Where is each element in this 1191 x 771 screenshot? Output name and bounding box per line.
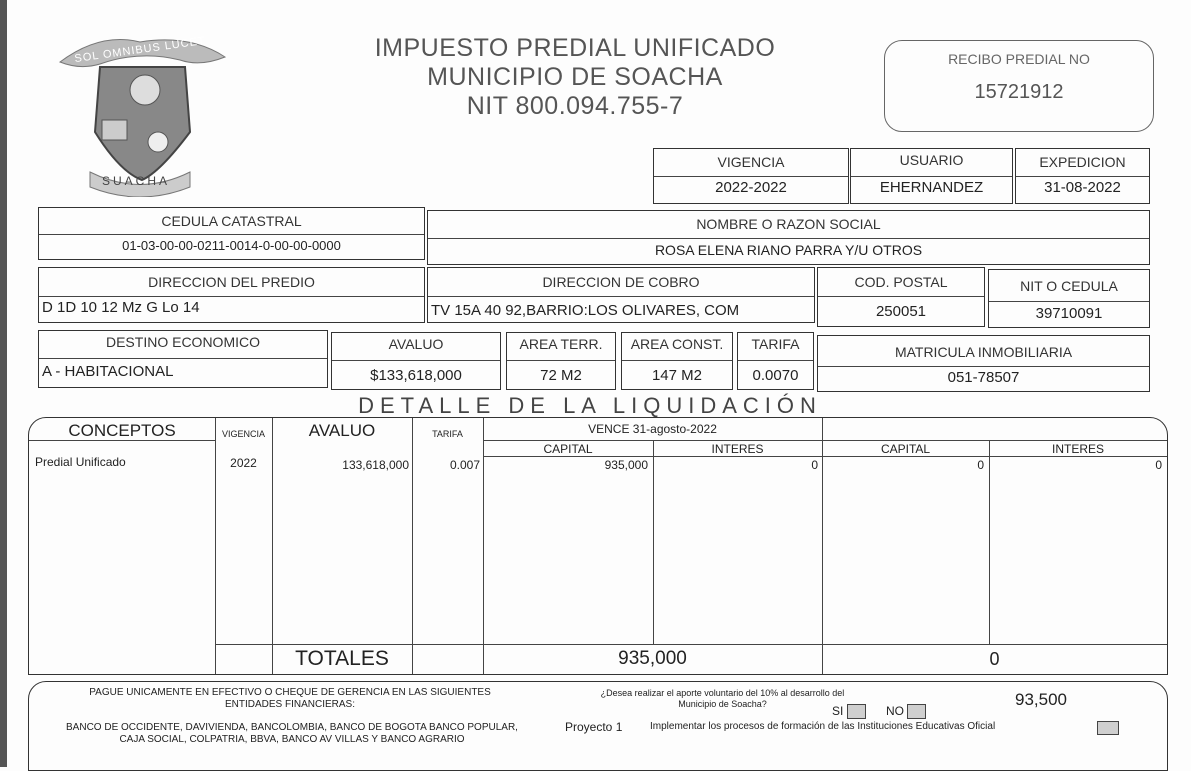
header-title (330, 34, 820, 121)
logo-name: SUACHA (102, 174, 171, 188)
area-const-label: AREA CONST. (630, 336, 724, 352)
header-interes-1: INTERES (711, 442, 764, 456)
pague-text (40, 687, 540, 711)
recibo-label: RECIBO PREDIAL NO (948, 51, 1090, 67)
matricula-value: 051-78507 (947, 369, 1020, 386)
direccion-predio-box (38, 267, 425, 323)
total-1: 935,000 (618, 648, 687, 669)
si-checkbox[interactable] (847, 704, 866, 719)
avaluo-box (331, 332, 501, 390)
nit-cedula-box (988, 269, 1150, 328)
si-option[interactable] (832, 704, 866, 719)
vigencia-value: 2022-2022 (715, 179, 787, 196)
totales-label: TOTALES (295, 647, 389, 670)
recibo-number: 15721912 (974, 81, 1064, 103)
row-tarifa: 0.007 (449, 458, 480, 472)
proyecto-checkbox[interactable] (1097, 721, 1119, 735)
cod-postal-box (817, 267, 985, 327)
no-checkbox[interactable] (907, 704, 926, 719)
direccion-predio-label: DIRECCION DEL PREDIO (148, 274, 315, 290)
area-const-box (621, 332, 733, 390)
row-concepto: Predial Unificado (35, 455, 126, 469)
proyecto-desc: Implementar los procesos de formación de las Instituciones Educativas Oficial (650, 721, 996, 732)
header-interes-2: INTERES (1051, 442, 1104, 456)
proyecto-label: Proyecto 1 (565, 720, 623, 734)
nit-cedula-value: 39710091 (1035, 305, 1103, 322)
vigencia-label: VIGENCIA (717, 154, 785, 170)
header-avaluo: AVALUO (308, 421, 376, 440)
detalle-title: DETALLE DE LA LIQUIDACIÓN (358, 393, 822, 418)
header-line-3: NIT 800.094.755-7 (466, 92, 684, 120)
logo-motto: SOL OMNIBUS LUCET (73, 34, 207, 66)
si-label: SI (832, 704, 844, 718)
row-capital-1: 935,000 (604, 458, 648, 472)
usuario-label: USUARIO (899, 152, 964, 168)
total-2: 0 (989, 649, 1000, 669)
bancos-text (34, 722, 550, 746)
avaluo-label: AVALUO (388, 336, 444, 352)
cedula-catastral-label: CEDULA CATASTRAL (161, 213, 302, 229)
nombre-box (427, 210, 1150, 265)
header-vigencia: VIGENCIA (221, 429, 265, 439)
page-edge (0, 0, 7, 767)
no-option[interactable] (886, 704, 926, 719)
header-conceptos: CONCEPTOS (68, 421, 176, 440)
cedula-catastral-box (38, 207, 425, 260)
bancos-line-1: BANCO DE OCCIDENTE, DAVIVIENDA, BANCOLOMBIA, BANCO DE BOGOTA BANCO POPULAR, (66, 722, 518, 733)
tarifa-box (737, 332, 814, 390)
tarifa-label: TARIFA (751, 336, 800, 352)
tarifa-value: 0.0070 (752, 367, 799, 384)
pague-line-1: PAGUE UNICAMENTE EN EFECTIVO O CHEQUE DE GERENCIA EN LAS SIGUIENTES (89, 687, 491, 698)
row-interes-2: 0 (1155, 458, 1162, 472)
header-capital-2: CAPITAL (880, 442, 931, 456)
area-const-value: 147 M2 (651, 367, 703, 384)
header-vence: VENCE 31-agosto-2022 (588, 422, 717, 436)
nombre-label: NOMBRE O RAZON SOCIAL (696, 216, 881, 232)
aporte-line-2: Municipio de Soacha? (678, 699, 767, 709)
bancos-line-2: CAJA SOCIAL, COLPATRIA, BBVA, BANCO AV VILLAS Y BANCO AGRARIO (119, 734, 465, 745)
nombre-value: ROSA ELENA RIANO PARRA Y/U OTROS (654, 242, 923, 258)
soacha-coat-of-arms (40, 22, 235, 197)
area-terr-box (506, 332, 616, 390)
usuario-box (850, 148, 1013, 204)
row-capital-2: 0 (977, 458, 984, 472)
usuario-value: EHERNANDEZ (879, 179, 984, 196)
destino-box (38, 330, 328, 388)
area-terr-label: AREA TERR. (519, 336, 603, 352)
direccion-cobro-box (427, 267, 815, 323)
cedula-catastral-value: 01-03-00-00-0211-0014-0-00-00-0000 (122, 238, 341, 253)
vigencia-box (653, 148, 849, 204)
direccion-cobro-label: DIRECCION DE COBRO (542, 274, 700, 290)
area-terr-value: 72 M2 (540, 367, 582, 384)
direccion-predio-value: D 1D 10 12 Mz G Lo 14 (42, 299, 200, 316)
header-line-1: IMPUESTO PREDIAL UNIFICADO (374, 34, 776, 62)
row-avaluo: 133,618,000 (342, 458, 409, 472)
aporte-line-1: ¿Desea realizar el aporte voluntario del 10% al desarrollo del (600, 688, 845, 698)
recibo-box (884, 40, 1154, 132)
expedicion-box (1015, 148, 1150, 204)
destino-label: DESTINO ECONOMICO (105, 334, 260, 350)
avaluo-value: $133,618,000 (370, 367, 462, 384)
cod-postal-value: 250051 (875, 303, 927, 320)
header-line-2: MUNICIPIO DE SOACHA (427, 63, 723, 91)
header-capital-1: CAPITAL (543, 442, 593, 456)
direccion-cobro-value: TV 15A 40 92,BARRIO:LOS OLIVARES, COM (431, 302, 740, 319)
expedicion-label: EXPEDICION (1039, 154, 1126, 170)
row-interes-1: 0 (811, 458, 818, 472)
pague-line-2: ENTIDADES FINANCIERAS: (224, 699, 356, 710)
matricula-label: MATRICULA INMOBILIARIA (894, 344, 1073, 360)
expedicion-value: 31-08-2022 (1044, 179, 1121, 196)
no-label: NO (886, 704, 904, 718)
nit-cedula-label: NIT O CEDULA (1020, 278, 1118, 294)
cod-postal-label: COD. POSTAL (854, 274, 948, 290)
header-tarifa: TARIFA (432, 429, 463, 439)
row-vigencia: 2022 (230, 456, 257, 470)
matricula-box (817, 335, 1150, 392)
liquidacion-table (28, 417, 1168, 675)
aporte-valor: 93,500 (1015, 690, 1067, 709)
destino-value: A - HABITACIONAL (42, 363, 174, 380)
